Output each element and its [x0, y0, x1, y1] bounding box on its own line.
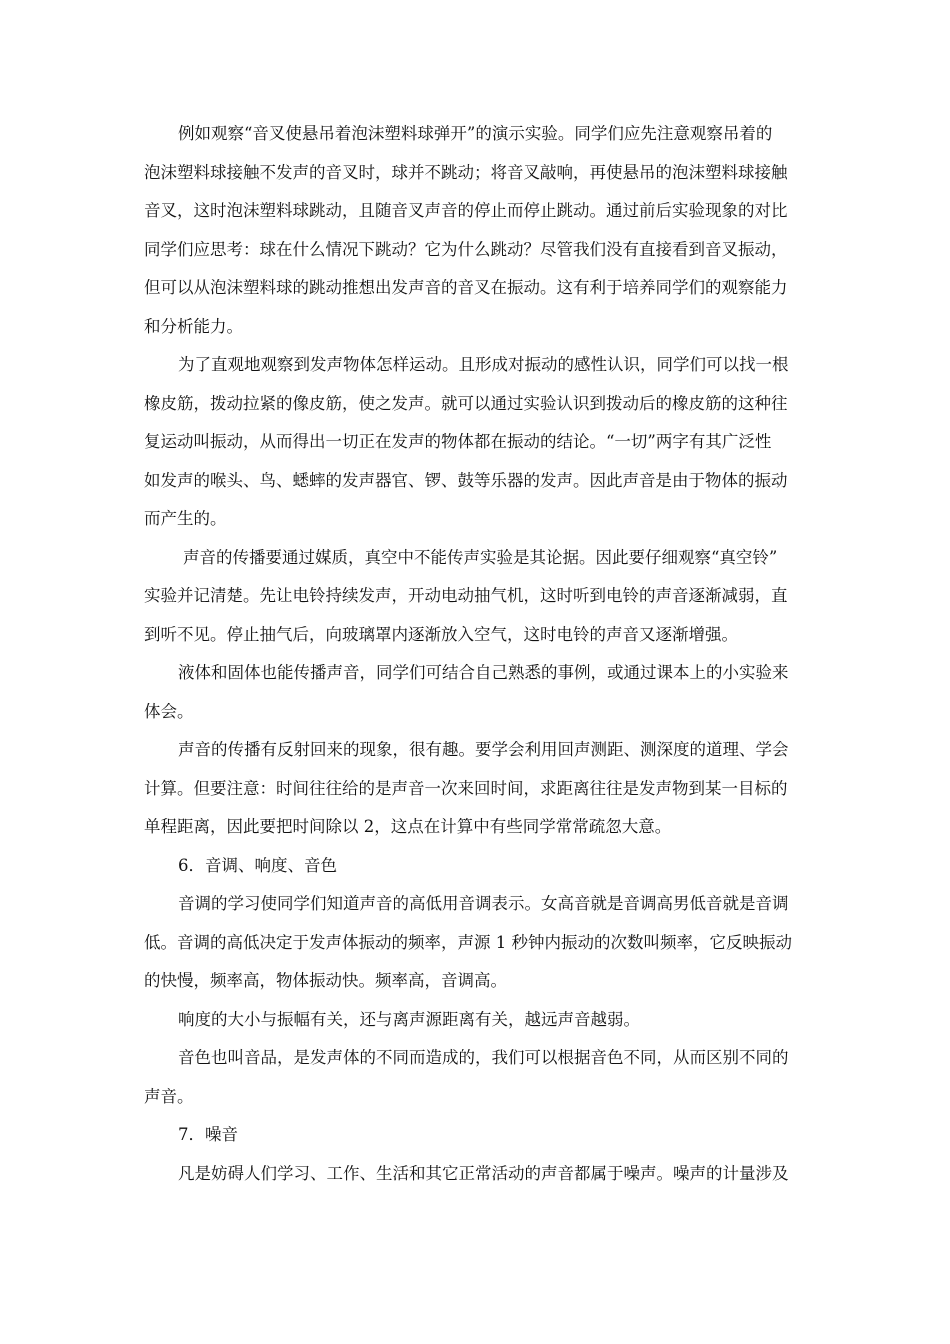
text-line: 和分析能力。: [144, 317, 243, 336]
text-line: 而产生的。: [144, 509, 227, 528]
text-line: 橡皮筋，拨动拉紧的像皮筋，使之发声。就可以通过实验认识到拨动后的橡皮筋的这种往: [144, 394, 788, 413]
text-line: 单程距离，因此要把时间除以 2，这点在计算中有些同学常常疏忽大意。: [144, 817, 672, 836]
text-line: 例如观察“音叉使悬吊着泡沫塑料球弹开”的演示实验。同学们应先注意观察吊着的: [178, 124, 773, 143]
text-line: 音调的学习使同学们知道声音的高低用音调表示。女高音就是音调高男低音就是音调: [178, 894, 789, 913]
text-line: 声音。: [144, 1087, 194, 1106]
text-line: 低。音调的高低决定于发声体振动的频率，声源 1 秒钟内振动的次数叫频率，它反映振动: [144, 933, 792, 952]
section-heading: 7．噪音: [178, 1125, 238, 1144]
section-heading: 6．音调、响度、音色: [178, 856, 337, 875]
text-line: 泡沫塑料球接触不发声的音叉时，球并不跳动；将音叉敲响，再使悬吊的泡沫塑料球接触: [144, 163, 788, 182]
text-line: 计算。但要注意：时间往往给的是声音一次来回时间，求距离往往是发声物到某一目标的: [144, 779, 788, 798]
text-line: 复运动叫振动，从而得出一切正在发声的物体都在振动的结论。“一切”两字有其广泛性: [144, 432, 772, 451]
text-line: 同学们应思考：球在什么情况下跳动？它为什么跳动？尽管我们没有直接看到音叉振动，: [144, 240, 788, 259]
text-line: 但可以从泡沫塑料球的跳动推想出发声音的音叉在振动。这有利于培养同学们的观察能力: [144, 278, 788, 297]
text-line: 声音的传播要通过媒质，真空中不能传声实验是其论据。因此要仔细观察“真空铃”: [183, 548, 778, 567]
text-line: 为了直观地观察到发声物体怎样运动。且形成对振动的感性认识，同学们可以找一根: [178, 355, 789, 374]
text-line: 响度的大小与振幅有关，还与离声源距离有关，越远声音越弱。: [178, 1010, 640, 1029]
text-line: 音叉，这时泡沫塑料球跳动，且随音叉声音的停止而停止跳动。通过前后实验现象的对比: [144, 201, 788, 220]
text-line: 音色也叫音品，是发声体的不同而造成的，我们可以根据音色不同，从而区别不同的: [178, 1048, 789, 1067]
text-line: 如发声的喉头、鸟、蟋蟀的发声器官、锣、鼓等乐器的发声。因此声音是由于物体的振动: [144, 471, 788, 490]
text-line: 液体和固体也能传播声音，同学们可结合自己熟悉的事例，或通过课本上的小实验来: [178, 663, 789, 682]
text-line: 体会。: [144, 702, 194, 721]
text-line: 到听不见。停止抽气后，向玻璃罩内逐渐放入空气，这时电铃的声音又逐渐增强。: [144, 625, 738, 644]
text-line: 凡是妨碍人们学习、工作、生活和其它正常活动的声音都属于噪声。噪声的计量涉及: [178, 1164, 789, 1183]
text-line: 实验并记清楚。先让电铃持续发声，开动电动抽气机，这时听到电铃的声音逐渐减弱，直: [144, 586, 788, 605]
text-line: 的快慢，频率高，物体振动快。频率高，音调高。: [144, 971, 507, 990]
text-line: 声音的传播有反射回来的现象，很有趣。要学会利用回声测距、测深度的道理、学会: [178, 740, 789, 759]
